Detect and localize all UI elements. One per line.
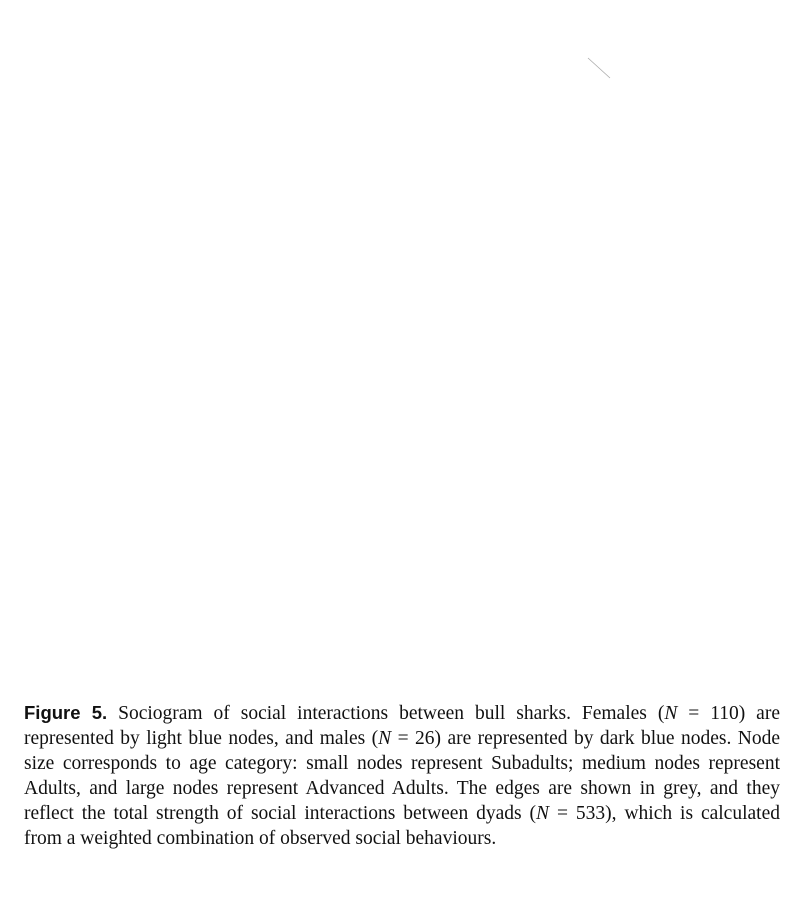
caption-var-2: N xyxy=(378,728,392,749)
caption-var-1: N xyxy=(664,703,678,724)
caption-text-3: = 26) are represented by dark blue nodes. Node size corresponds to age category: small nodes represent Subadults; medium nodes represent Adults, and large nodes represent Advanced Adults. The edges are shown in grey, and they reflect the total strength of social interactions between dyads ( xyxy=(24,728,780,824)
figure-label: Figure 5. xyxy=(24,702,108,723)
figure-caption xyxy=(24,700,780,851)
caption-text-4: = 533), which is calculated from a weighted combination of observed social behaviours. xyxy=(24,803,780,849)
caption-text-1: Sociogram of social interactions between bull sharks. Females ( xyxy=(107,703,665,724)
edge xyxy=(588,58,610,78)
caption-var-3: N xyxy=(536,803,550,824)
edges xyxy=(588,58,610,78)
caption-text-2: = 110) are represented by light blue nodes, and males ( xyxy=(24,703,780,749)
